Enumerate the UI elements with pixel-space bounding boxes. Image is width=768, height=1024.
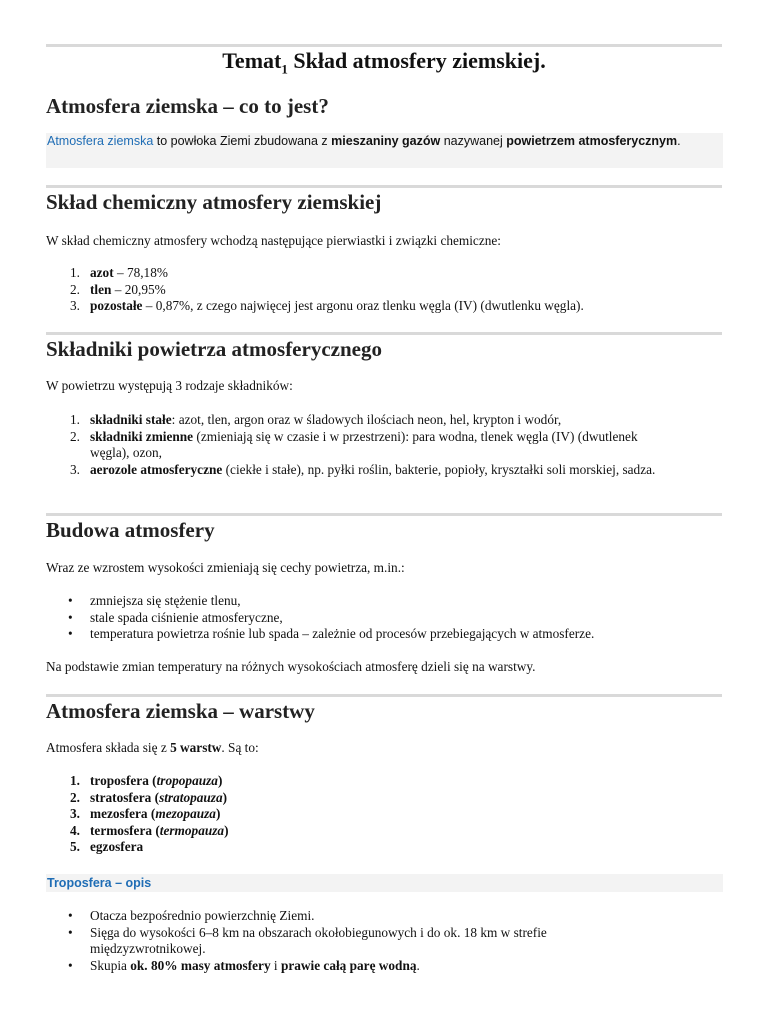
list-item: 3. pozostałe – 0,87%, z czego najwięcej jest argonu oraz tlenku węgla (IV) (dwutlenku węgla). — [70, 298, 584, 313]
list-item: 2. składniki zmienne (zmieniają się w czasie i w przestrzeni): para wodna, tlenek węgla (IV) (dwutlenek węgla), ozon, — [70, 428, 638, 460]
structure-bullets — [46, 593, 722, 643]
list-item: • temperatura powietrza rośnie lub spada – zależnie od procesów przebiegających w atmosferze. — [46, 626, 722, 643]
list-item: 4. termosfera (termopauza) — [70, 822, 229, 838]
list-item: 5. egzosfera — [70, 839, 144, 854]
list-item: 1. azot – 78,18% — [70, 265, 168, 280]
atmosphere-link[interactable]: Atmosfera ziemska — [47, 134, 154, 148]
bullet-icon: • — [68, 924, 73, 940]
list-item: 3. aerozole atmosferyczne (ciekłe i stałe), np. pyłki roślin, bakterie, popioły, kryształki soli morskiej, sadza. — [70, 461, 656, 477]
list-item: 3. mezosfera (mezopauza) — [70, 806, 221, 821]
structure-intro: Wraz ze wzrostem wysokości zmieniają się cechy powietrza, m.in.: — [46, 560, 405, 575]
list-item: 2. tlen – 20,95% — [70, 281, 166, 297]
section-divider — [46, 185, 722, 188]
section-heading-components: Składniki powietrza atmosferycznego — [46, 337, 382, 361]
bullet-icon: • — [68, 908, 73, 923]
layers-list — [46, 773, 722, 856]
bullet-icon: • — [68, 609, 73, 625]
bullet-icon: • — [68, 957, 73, 973]
chemical-intro: W skład chemiczny atmosfery wchodzą następujące pierwiastki i związki chemiczne: — [46, 233, 501, 248]
list-item: • zmniejsza się stężenie tlenu, — [46, 593, 722, 610]
list-item: • Otacza bezpośrednio powierzchnię Ziemi. — [46, 908, 722, 925]
list-item: • Skupia ok. 80% masy atmosfery i prawie całą parę wodną. — [46, 958, 722, 975]
chemical-list — [46, 265, 722, 315]
section-divider — [46, 694, 722, 697]
troposphere-subheading: Troposfera – opis — [46, 874, 723, 892]
components-list — [46, 412, 722, 478]
troposphere-bullets — [46, 908, 722, 974]
bullet-icon: • — [68, 626, 73, 641]
structure-outro: Na podstawie zmian temperatury na różnych wysokościach atmosferę dzieli się na warstwy. — [46, 659, 536, 674]
top-divider — [46, 44, 722, 47]
layers-intro: Atmosfera składa się z 5 warstw. Są to: — [46, 740, 259, 755]
list-item: • Sięga do wysokości 6–8 km na obszarach okołobiegunowych i do ok. 18 km w strefie międzyzwrotnikowej. — [46, 925, 722, 958]
page-title: Temat$_1$ Skład atmosfery ziemskiej. — [222, 48, 546, 77]
section-divider — [46, 513, 722, 516]
list-item: 2. stratosfera (stratopauza) — [70, 789, 228, 805]
section-heading-layers: Atmosfera ziemska – warstwy — [46, 699, 315, 723]
bullet-icon: • — [68, 593, 73, 608]
section-heading-chemical: Skład chemiczny atmosfery ziemskiej — [46, 190, 382, 214]
section-divider — [46, 332, 722, 335]
list-item: • stale spada ciśnienie atmosferyczne, — [46, 610, 722, 627]
section-heading-what-is: Atmosfera ziemska – co to jest? — [46, 94, 329, 118]
list-item: 1. troposfera (tropopauza) — [70, 773, 223, 788]
definition-box: Atmosfera ziemska to powłoka Ziemi zbudowana z mieszaniny gazów nazywanej powietrzem atmosferycznym. — [46, 133, 723, 168]
list-item: 1. składniki stałe: azot, tlen, argon oraz w śladowych ilościach neon, hel, krypton i wodór, — [70, 412, 562, 427]
section-heading-structure: Budowa atmosfery — [46, 518, 215, 542]
components-intro: W powietrzu występują 3 rodzaje składników: — [46, 378, 293, 393]
